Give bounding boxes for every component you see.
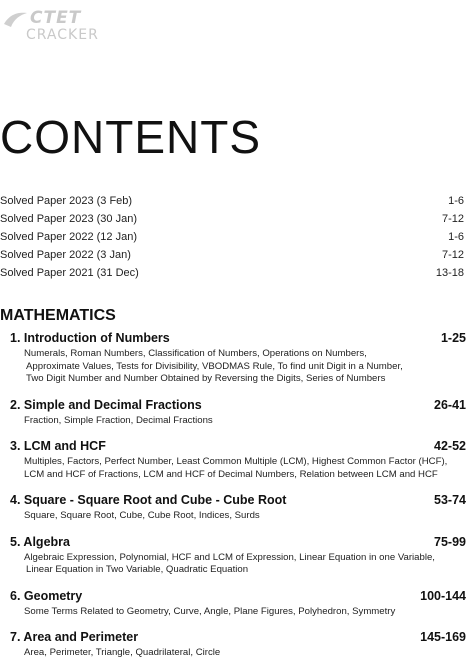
chapter-pages: 145-169 [420,630,466,644]
paper-label: Solved Paper 2023 (30 Jan) [0,213,137,225]
topic-line: Area, Perimeter, Triangle, Quadrilateral, Circle [24,647,221,658]
logo-swoosh-icon [2,10,28,30]
chapter-list [10,329,466,670]
chapter-pages: 100-144 [420,588,466,603]
chapter-entry[interactable] [10,587,466,619]
topic-line: Linear Equation in Two Variable, Quadratic Equation [26,564,249,575]
chapter-title: 5. Algebra [10,534,70,549]
page-title: CONTENTS [0,111,261,163]
topic-line: Fraction, Simple Fraction, Decimal Fractions [24,414,213,426]
chapter-pages: 75-99 [434,534,466,549]
chapter-pages: 53-74 [434,493,466,507]
chapter-head [10,587,466,605]
chapter-title: 2. Simple and Decimal Fractions [10,397,202,412]
chapter-title: 3. LCM and HCF [10,439,106,453]
section-heading: MATHEMATICS [0,307,116,324]
topic-line: Multiples, Factors, Perfect Number, Least Common Multiple (LCM), Highest Common Factor (HCF), [24,456,448,467]
chapter-entry[interactable] [10,628,466,660]
chapter-topics [24,348,452,386]
chapter-topics [24,552,452,577]
chapter-pages: 42-52 [434,439,466,453]
chapter-topics [24,510,452,523]
chapter-pages: 1-25 [440,331,466,345]
chapter-pages: 26-41 [434,397,466,412]
logo-line1: CTET [30,8,82,28]
chapter-head [10,628,466,646]
logo-line2: CRACKER [26,27,99,43]
solved-paper-list [0,192,464,282]
chapter-entry[interactable] [10,437,466,481]
topic-line: Numerals, Roman Numbers, Classification of Numbers, Operations on Numbers, [24,348,367,359]
paper-label: Solved Paper 2021 (31 Dec) [0,267,139,279]
chapter-title: 7. Area and Perimeter [10,630,139,644]
paper-pages: 7-12 [441,249,464,261]
ctet-cracker-logo [0,4,110,42]
solved-paper-row[interactable] [0,210,464,228]
chapter-topics [24,606,452,619]
chapter-title: 6. Geometry [10,588,83,603]
topic-line: Square, Square Root, Cube, Cube Root, Indices, Surds [24,510,260,521]
chapter-head [10,396,466,414]
chapter-head [10,329,466,347]
chapter-title: 1. Introduction of Numbers [10,331,170,345]
paper-label: Solved Paper 2022 (12 Jan) [0,231,137,243]
paper-label: Solved Paper 2022 (3 Jan) [0,249,131,261]
chapter-entry[interactable] [10,329,466,386]
solved-paper-row[interactable] [0,246,464,264]
paper-pages: 13-18 [435,267,464,279]
solved-paper-row[interactable] [0,264,464,282]
paper-pages: 1-6 [448,195,464,207]
solved-paper-row[interactable] [0,228,464,246]
chapter-head [10,491,466,509]
chapter-entry[interactable] [10,396,466,428]
chapter-entry[interactable] [10,533,466,577]
topic-line: Two Digit Number and Number Obtained by Reversing the Digits, Series of Numbers [26,373,386,384]
chapter-entry[interactable] [10,491,466,523]
paper-pages: 1-6 [448,231,464,243]
paper-pages: 7-12 [441,213,464,225]
chapter-topics [24,456,452,481]
topic-line: Approximate Values, Tests for Divisibility, VBODMAS Rule, To find unit Digit in a Number, [26,360,403,372]
topic-line: Algebraic Expression, Polynomial, HCF and LCM of Expression, Linear Equation in one Variable, [24,551,435,563]
chapter-head [10,533,466,551]
paper-label: Solved Paper 2023 (3 Feb) [0,195,133,207]
topic-line: LCM and HCF of Fractions, LCM and HCF of Decimal Numbers, Relation between LCM and HCF [24,468,438,480]
chapter-title: 4. Square - Square Root and Cube - Cube Root [10,493,287,507]
chapter-topics [24,415,452,428]
chapter-topics [24,647,452,660]
solved-paper-row[interactable] [0,192,464,210]
chapter-head [10,437,466,455]
topic-line: Some Terms Related to Geometry, Curve, Angle, Plane Figures, Polyhedron, Symmetry [24,605,396,617]
